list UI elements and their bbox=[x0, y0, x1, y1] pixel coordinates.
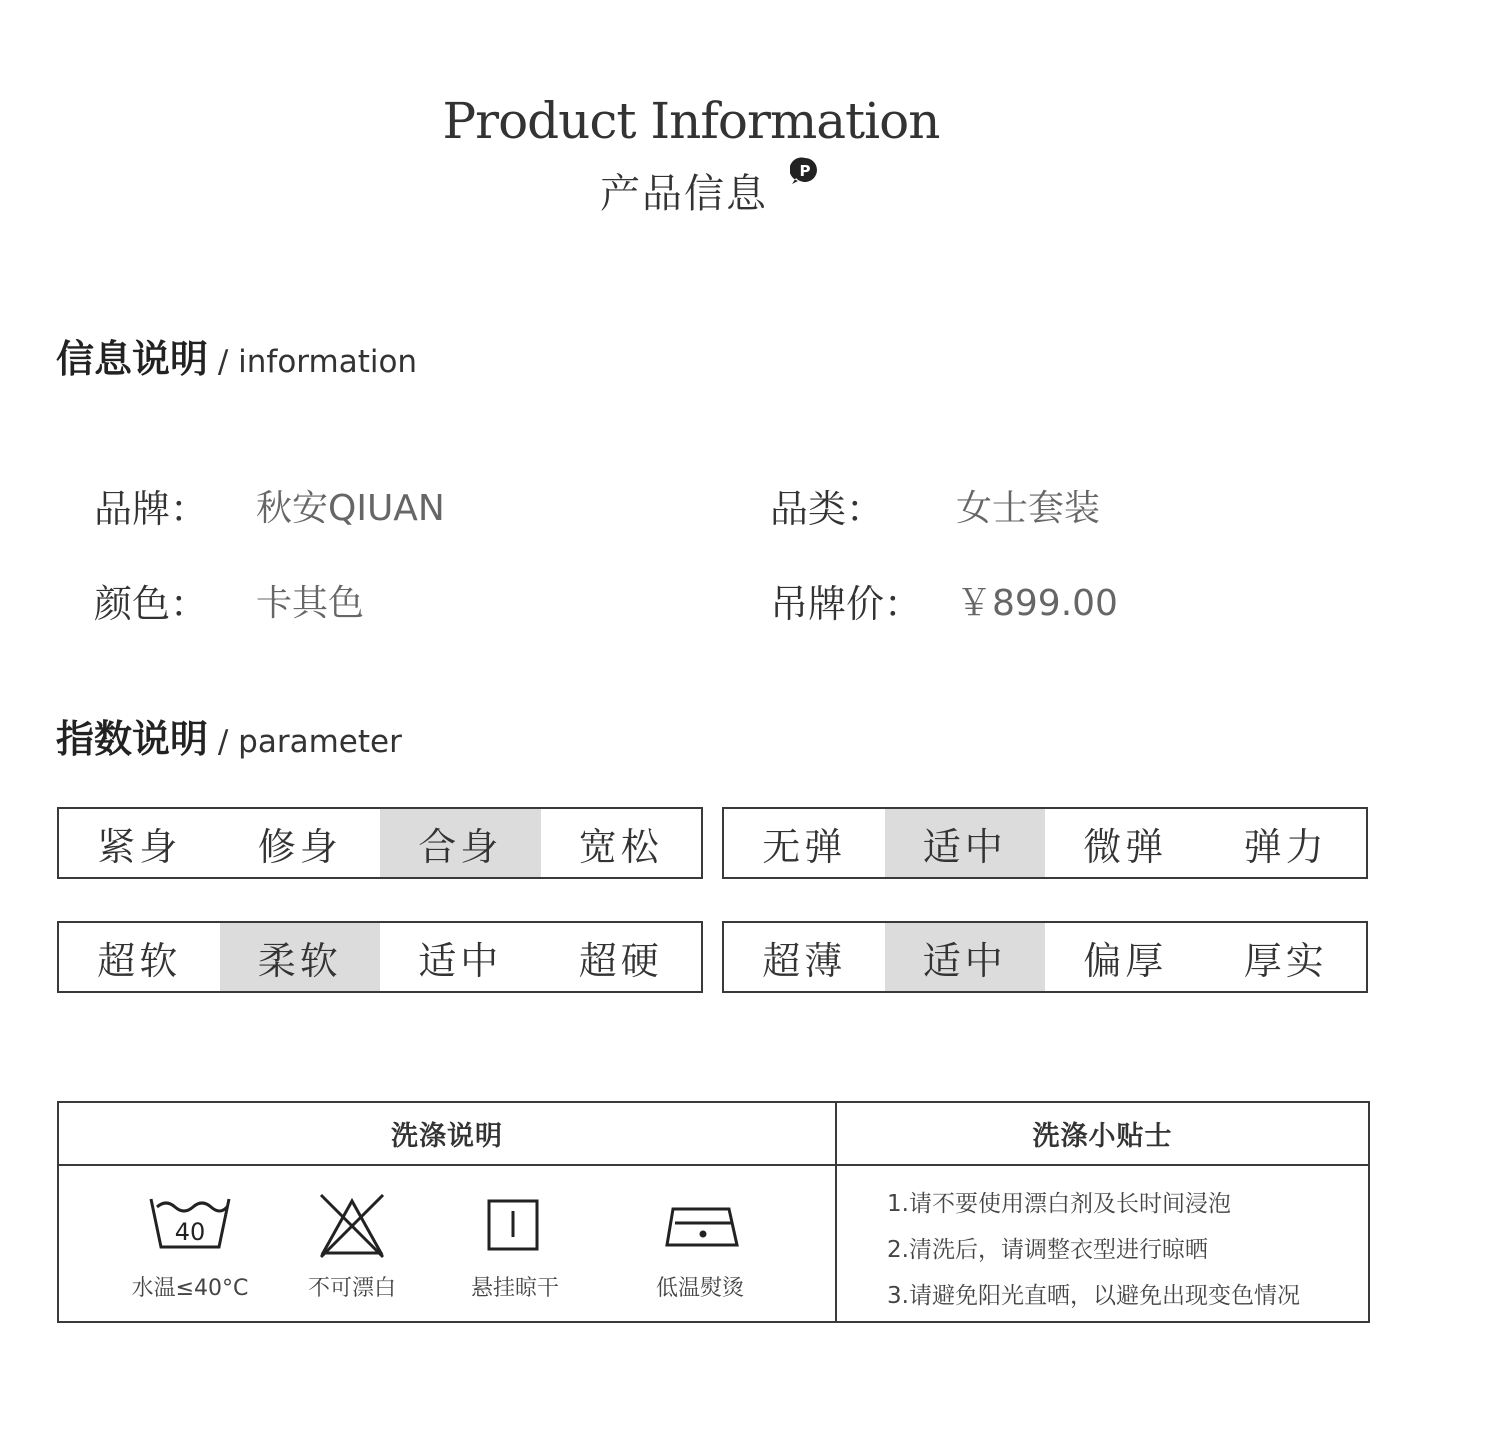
low-iron-icon bbox=[665, 1199, 741, 1249]
elasticity-option: 适中 bbox=[885, 809, 1046, 877]
softness-option: 超硬 bbox=[578, 938, 663, 983]
info-section-title-cn: 信息说明 bbox=[56, 337, 209, 381]
fit-scale bbox=[57, 807, 703, 879]
care-table bbox=[57, 1101, 1370, 1323]
softness-option: 适中 bbox=[418, 938, 503, 983]
hang-dry-icon bbox=[487, 1199, 541, 1253]
elasticity-option: 无弹 bbox=[762, 824, 847, 869]
param-section-title-en: / parameter bbox=[208, 724, 402, 760]
softness-option: 柔软 bbox=[220, 923, 381, 991]
p-badge-icon bbox=[790, 156, 820, 186]
elasticity-scale bbox=[722, 807, 1368, 879]
care-divider-horizontal bbox=[59, 1164, 1368, 1166]
thickness-option: 适中 bbox=[885, 923, 1046, 991]
page-title-en: Product Information bbox=[442, 92, 940, 150]
fit-option: 紧身 bbox=[97, 824, 182, 869]
info-section-title-en: / information bbox=[208, 344, 418, 380]
price-value: ￥899.00 bbox=[956, 583, 1118, 624]
wash-40-label: 水温≤40°C bbox=[131, 1276, 249, 1301]
no-bleach-label: 不可漂白 bbox=[307, 1276, 396, 1301]
elasticity-option: 弹力 bbox=[1243, 824, 1328, 869]
fit-option: 修身 bbox=[257, 824, 342, 869]
fit-option: 宽松 bbox=[578, 824, 663, 869]
brand-label: 品牌： bbox=[94, 487, 209, 531]
svg-text:P: P bbox=[799, 162, 811, 180]
page-title-cn: 产品信息 bbox=[600, 171, 768, 217]
category-label: 品类： bbox=[770, 487, 885, 531]
color-value: 卡其色 bbox=[256, 583, 365, 624]
wash-instructions-title: 洗涤说明 bbox=[391, 1121, 503, 1152]
wash-tip: 2.清洗后，请调整衣型进行晾晒 bbox=[887, 1237, 1208, 1263]
param-section-title bbox=[56, 708, 402, 763]
brand-value: 秋安QIUAN bbox=[256, 488, 445, 529]
low-iron-label: 低温熨烫 bbox=[655, 1276, 744, 1301]
wash-tip: 3.请避免阳光直晒，以避免出现变色情况 bbox=[887, 1283, 1300, 1309]
fit-option: 合身 bbox=[380, 809, 541, 877]
thickness-option: 偏厚 bbox=[1083, 938, 1168, 983]
no-bleach-icon bbox=[317, 1193, 387, 1259]
thickness-scale bbox=[722, 921, 1368, 993]
elasticity-option: 微弹 bbox=[1083, 824, 1168, 869]
color-label: 颜色： bbox=[94, 582, 209, 626]
price-label: 吊牌价： bbox=[770, 582, 923, 626]
wash-temperature-number: 40 bbox=[174, 1218, 206, 1246]
hang-dry-label: 悬挂晾干 bbox=[470, 1276, 559, 1301]
softness-scale bbox=[57, 921, 703, 993]
info-section-title bbox=[56, 328, 417, 383]
thickness-option: 超薄 bbox=[762, 938, 847, 983]
softness-option: 超软 bbox=[97, 938, 182, 983]
wash-tips-title: 洗涤小贴士 bbox=[1032, 1121, 1173, 1152]
wash-40-icon bbox=[149, 1193, 231, 1253]
thickness-option: 厚实 bbox=[1243, 938, 1328, 983]
category-value: 女士套装 bbox=[956, 488, 1101, 529]
param-section-title-cn: 指数说明 bbox=[56, 717, 209, 761]
wash-tip: 1.请不要使用漂白剂及长时间浸泡 bbox=[887, 1191, 1231, 1217]
